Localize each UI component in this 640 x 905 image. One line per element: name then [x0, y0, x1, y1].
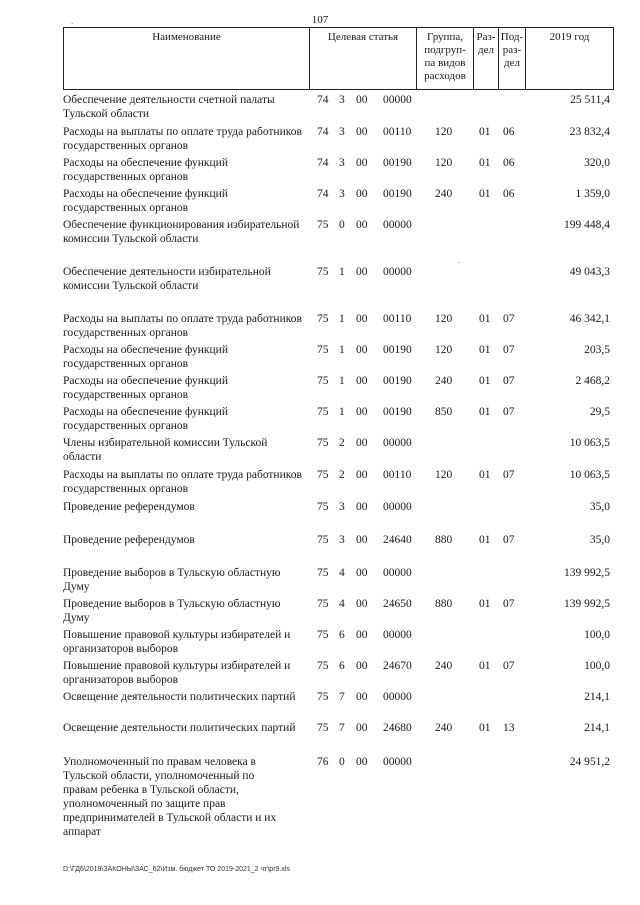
row-code-4: 00000: [383, 629, 412, 641]
row-code-3: 00: [356, 406, 368, 418]
row-code-2: 0: [339, 219, 345, 231]
row-code-2: 3: [339, 188, 345, 200]
row-code-3: 00: [356, 375, 368, 387]
row-code-2: 0: [339, 756, 345, 768]
row-code-2: 1: [339, 313, 345, 325]
row-code-2: 3: [339, 126, 345, 138]
page-number: 107: [311, 14, 329, 26]
row-code-3: 00: [356, 344, 368, 356]
row-code-1: 75: [317, 469, 329, 481]
row-code-3: 00: [356, 157, 368, 169]
row-code-3: 00: [356, 598, 368, 610]
header-podrazdel: Под- раз- дел: [498, 27, 526, 90]
row-code-1: 75: [317, 266, 329, 278]
row-code-4: 00190: [383, 188, 412, 200]
header-razdel: Раз- дел: [473, 27, 499, 90]
row-podrazdel: 07: [503, 406, 515, 418]
row-code-3: 00: [356, 691, 368, 703]
row-code-3: 00: [356, 501, 368, 513]
row-code-3: 00: [356, 313, 368, 325]
row-amount: 35,0: [589, 501, 610, 513]
row-razdel: 01: [479, 188, 491, 200]
row-code-1: 75: [317, 406, 329, 418]
row-amount: 25 511,4: [570, 94, 610, 106]
row-group: 120: [435, 126, 453, 138]
row-code-1: 75: [317, 660, 329, 672]
row-name: Расходы на обеспечение функций государственных органов: [63, 188, 228, 214]
row-amount: 199 448,4: [564, 219, 610, 231]
row-code-2: 2: [339, 437, 345, 449]
row-group: 880: [435, 598, 453, 610]
row-name: Обеспечение функционирования избирательной комиссии Тульской области: [63, 219, 300, 245]
row-group: 240: [435, 375, 453, 387]
row-name: Члены избирательной комиссии Тульской области: [63, 437, 268, 463]
row-podrazdel: 06: [503, 188, 515, 200]
scan-speck: .: [71, 16, 74, 26]
row-razdel: 01: [479, 406, 491, 418]
row-code-1: 75: [317, 598, 329, 610]
header-year: 2019 год: [525, 27, 614, 90]
header-target: Целевая статья: [309, 27, 417, 90]
row-amount: 10 063,5: [569, 437, 610, 449]
row-code-2: 1: [339, 375, 345, 387]
row-razdel: 01: [479, 126, 491, 138]
row-code-2: 4: [339, 567, 345, 579]
row-name: Уполномоченный по правам человека в Тульской области, уполномоченный по правам ребенка в Тульской области, уполномоченный по защите прав предпринимателей в Тульской области и их аппарат: [63, 756, 277, 838]
row-code-4: 24680: [383, 722, 412, 734]
row-name: Расходы на выплаты по оплате труда работников государственных органов: [63, 313, 302, 339]
row-name: Проведение референдумов: [63, 534, 195, 546]
scan-speck: .: [458, 255, 461, 265]
row-name: Расходы на обеспечение функций государственных органов: [63, 157, 228, 183]
file-path-footer: D:\ГД6\2019\ЗАКОНЫ\ЗАС_62\Изм. бюджет ТО 2019-2021_2 чт\pr9.xls: [63, 866, 290, 873]
row-razdel: 01: [479, 375, 491, 387]
row-code-2: 7: [339, 722, 345, 734]
row-code-4: 00000: [383, 219, 412, 231]
row-razdel: 01: [479, 157, 491, 169]
row-group: 120: [435, 157, 453, 169]
row-razdel: 01: [479, 313, 491, 325]
row-podrazdel: 07: [503, 375, 515, 387]
row-code-1: 74: [317, 157, 329, 169]
row-name: Проведение выборов в Тульскую областную Думу: [63, 598, 281, 624]
row-code-2: 6: [339, 629, 345, 641]
row-razdel: 01: [479, 534, 491, 546]
row-code-4: 00110: [383, 313, 412, 325]
row-code-1: 75: [317, 534, 329, 546]
row-code-4: 00110: [383, 469, 412, 481]
row-code-3: 00: [356, 756, 368, 768]
row-name: Повышение правовой культуры избирателей и организаторов выборов: [63, 660, 291, 686]
row-code-3: 00: [356, 469, 368, 481]
row-name: Проведение выборов в Тульскую областную Думу: [63, 567, 281, 593]
row-group: 240: [435, 722, 453, 734]
row-name: Расходы на выплаты по оплате труда работников государственных органов: [63, 469, 302, 495]
row-code-4: 00190: [383, 157, 412, 169]
row-code-3: 00: [356, 437, 368, 449]
row-code-3: 00: [356, 188, 368, 200]
row-name: Повышение правовой культуры избирателей и организаторов выборов: [63, 629, 291, 655]
row-code-1: 75: [317, 219, 329, 231]
row-code-2: 3: [339, 534, 345, 546]
row-razdel: 01: [479, 344, 491, 356]
row-code-4: 24650: [383, 598, 412, 610]
row-code-2: 2: [339, 469, 345, 481]
row-code-2: 7: [339, 691, 345, 703]
row-code-1: 75: [317, 344, 329, 356]
row-razdel: 01: [479, 469, 491, 481]
row-name: Освещение деятельности политических партий: [63, 722, 296, 734]
row-amount: 100,0: [584, 660, 610, 672]
row-group: 240: [435, 660, 453, 672]
row-code-3: 00: [356, 722, 368, 734]
row-amount: 139 992,5: [564, 598, 610, 610]
row-code-3: 00: [356, 660, 368, 672]
row-code-2: 6: [339, 660, 345, 672]
row-group: 850: [435, 406, 453, 418]
row-podrazdel: 07: [503, 660, 515, 672]
row-group: 120: [435, 313, 453, 325]
row-amount: 35,0: [589, 534, 610, 546]
row-code-1: 75: [317, 629, 329, 641]
row-podrazdel: 07: [503, 534, 515, 546]
row-code-2: 3: [339, 157, 345, 169]
row-group: 120: [435, 469, 453, 481]
row-code-1: 74: [317, 94, 329, 106]
row-code-1: 75: [317, 375, 329, 387]
row-podrazdel: 06: [503, 157, 515, 169]
row-code-1: 75: [317, 437, 329, 449]
row-code-4: 00000: [383, 501, 412, 513]
row-group: 240: [435, 188, 453, 200]
row-code-2: 4: [339, 598, 345, 610]
row-code-3: 00: [356, 629, 368, 641]
row-code-1: 76: [317, 756, 329, 768]
row-name: Расходы на обеспечение функций государственных органов: [63, 406, 228, 432]
row-code-1: 75: [317, 691, 329, 703]
row-amount: 100,0: [584, 629, 610, 641]
row-code-1: 74: [317, 126, 329, 138]
row-code-3: 00: [356, 534, 368, 546]
row-code-4: 00190: [383, 375, 412, 387]
row-name: Расходы на обеспечение функций государственных органов: [63, 344, 228, 370]
row-amount: 1 359,0: [575, 188, 610, 200]
row-code-1: 75: [317, 722, 329, 734]
row-name: Проведение референдумов: [63, 501, 195, 513]
header-name: Наименование: [63, 27, 310, 90]
row-code-3: 00: [356, 266, 368, 278]
row-amount: 49 043,3: [569, 266, 610, 278]
row-amount: 10 063,5: [569, 469, 610, 481]
row-code-2: 3: [339, 94, 345, 106]
row-amount: 46 342,1: [569, 313, 610, 325]
row-code-3: 00: [356, 567, 368, 579]
row-amount: 139 992,5: [564, 567, 610, 579]
row-code-1: 75: [317, 501, 329, 513]
header-group: Группа, подгруп- па видов расходов: [416, 27, 474, 90]
row-amount: 29,5: [589, 406, 610, 418]
row-group: 120: [435, 344, 453, 356]
row-group: 880: [435, 534, 453, 546]
row-code-4: 00000: [383, 266, 412, 278]
row-name: Обеспечение деятельности избирательной комиссии Тульской области: [63, 266, 271, 292]
row-code-1: 75: [317, 567, 329, 579]
row-code-4: 00000: [383, 691, 412, 703]
row-amount: 320,0: [584, 157, 610, 169]
row-code-4: 00110: [383, 126, 412, 138]
row-amount: 214,1: [584, 691, 610, 703]
row-amount: 203,5: [584, 344, 610, 356]
row-code-4: 00000: [383, 437, 412, 449]
row-code-1: 75: [317, 313, 329, 325]
row-code-3: 00: [356, 126, 368, 138]
row-razdel: 01: [479, 598, 491, 610]
row-podrazdel: 07: [503, 598, 515, 610]
row-amount: 23 832,4: [569, 126, 610, 138]
row-podrazdel: 06: [503, 126, 515, 138]
row-code-4: 00190: [383, 344, 412, 356]
row-code-3: 00: [356, 94, 368, 106]
row-code-4: 24640: [383, 534, 412, 546]
row-razdel: 01: [479, 722, 491, 734]
row-code-4: 00000: [383, 94, 412, 106]
row-code-3: 00: [356, 219, 368, 231]
row-podrazdel: 07: [503, 469, 515, 481]
row-amount: 2 468,2: [575, 375, 610, 387]
row-razdel: 01: [479, 660, 491, 672]
row-name: Расходы на выплаты по оплате труда работников государственных органов: [63, 126, 302, 152]
row-code-2: 1: [339, 406, 345, 418]
row-name: Обеспечение деятельности счетной палаты Тульской области: [63, 94, 275, 120]
row-code-2: 1: [339, 266, 345, 278]
row-code-2: 3: [339, 501, 345, 513]
row-amount: 214,1: [584, 722, 610, 734]
row-code-2: 1: [339, 344, 345, 356]
row-amount: 24 951,2: [569, 756, 610, 768]
row-name: Расходы на обеспечение функций государственных органов: [63, 375, 228, 401]
row-podrazdel: 13: [503, 722, 515, 734]
row-name: Освещение деятельности политических партий: [63, 691, 296, 703]
row-code-4: 00000: [383, 756, 412, 768]
row-code-4: 24670: [383, 660, 412, 672]
row-podrazdel: 07: [503, 344, 515, 356]
row-podrazdel: 07: [503, 313, 515, 325]
row-code-4: 00190: [383, 406, 412, 418]
row-code-4: 00000: [383, 567, 412, 579]
row-code-1: 74: [317, 188, 329, 200]
